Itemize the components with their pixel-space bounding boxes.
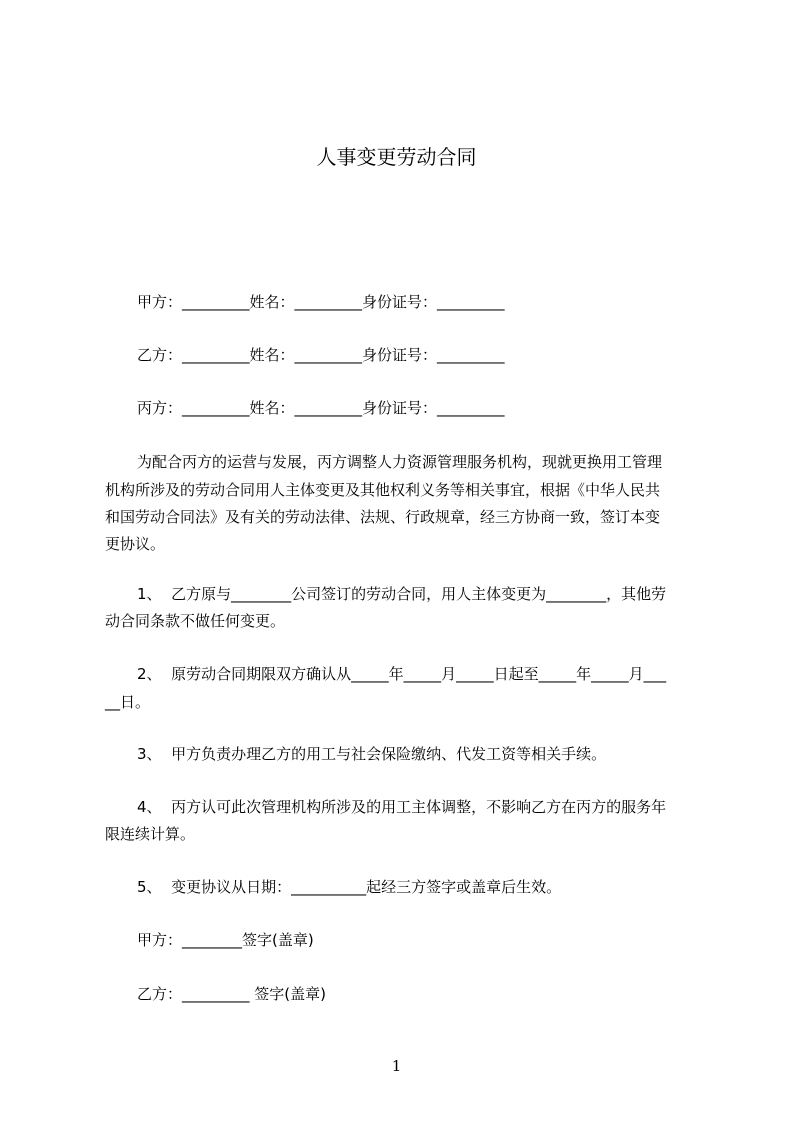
signature-party-a: 甲方：________签字(盖章)	[137, 931, 314, 949]
intro-line: 和国劳动合同法》及有关的劳动法律、法规、行政规章，经三方协商一致，签订本变	[105, 508, 661, 526]
party-c-line: 丙方：_________姓名：_________身份证号：_________	[137, 399, 505, 417]
clause-5-line: 5、 变更协议从日期：__________起经三方签字或盖章后生效。	[137, 878, 562, 896]
page-number: 1	[391, 1057, 402, 1075]
document-title: 人事变更劳动合同	[316, 145, 477, 169]
party-a-line: 甲方：_________姓名：_________身份证号：_________	[137, 293, 505, 311]
signature-party-b: 乙方：_________ 签字(盖章)	[137, 985, 326, 1003]
intro-line: 更协议。	[105, 535, 166, 553]
intro-line: 机构所涉及的劳动合同用人主体变更及其他权利义务等相关事宜，根据《中华人民共	[105, 481, 661, 499]
clause-2-line: __日。	[105, 693, 151, 711]
party-b-line: 乙方：_________姓名：_________身份证号：_________	[137, 346, 505, 364]
clause-1-line: 1、 乙方原与________公司签订的劳动合同，用人主体变更为________，其他劳	[137, 585, 667, 603]
clause-4-line: 4、 丙方认可此次管理机构所涉及的用工主体调整，不影响乙方在丙方的服务年	[137, 798, 667, 816]
clause-2-line: 2、 原劳动合同期限双方确认从_____年_____月_____日起至_____年_____月___	[137, 665, 667, 683]
clause-4-line: 限连续计算。	[105, 825, 196, 843]
clause-1-line: 动合同条款不做任何变更。	[105, 612, 286, 630]
intro-line: 为配合丙方的运营与发展，丙方调整人力资源管理服务机构，现就更换用工管理	[137, 453, 663, 471]
clause-3-line: 3、 甲方负责办理乙方的用工与社会保险缴纳、代发工资等相关手续。	[137, 745, 607, 763]
